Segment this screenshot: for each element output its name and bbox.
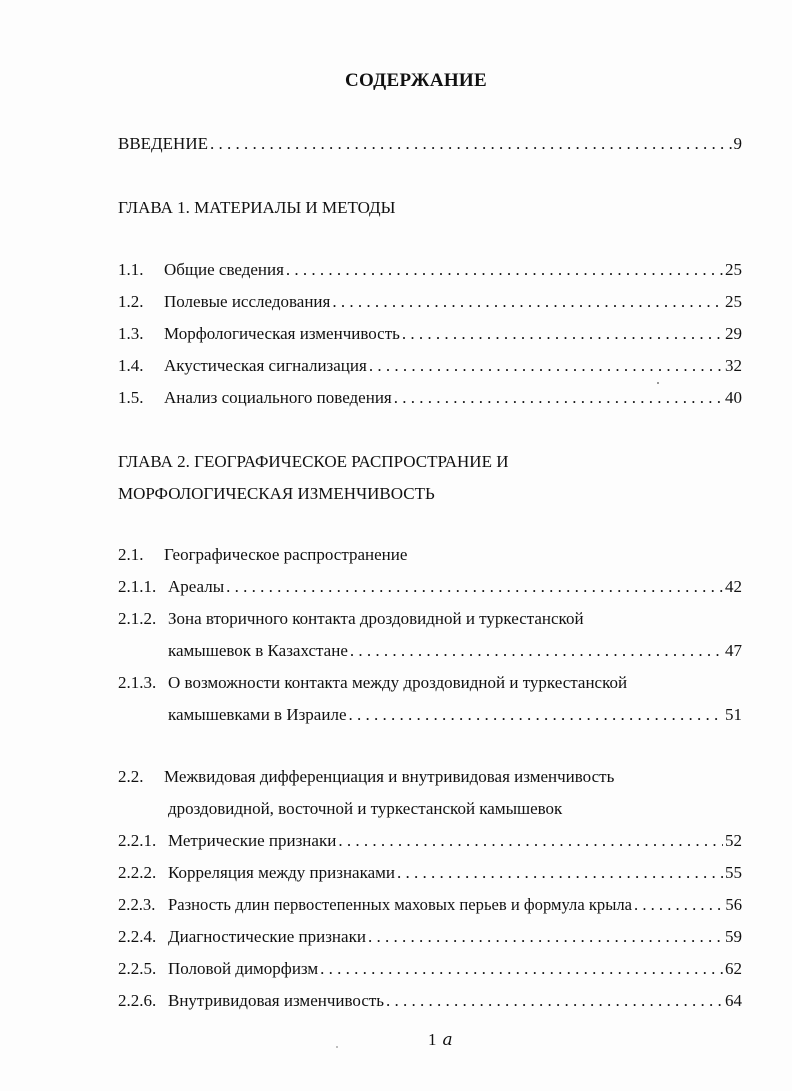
chapter-1-heading: ГЛАВА 1. МАТЕРИАЛЫ И МЕТОДЫ [118,198,396,217]
leader-dots [634,895,723,915]
toc-entry-number: 1.5. [118,388,144,407]
toc-section [118,545,742,569]
toc-entry-number: 2.1.3. [118,673,157,692]
toc-entry-number: 1.1. [118,260,144,279]
toc-entry-number: 2.2.1. [118,831,157,850]
toc-page-number: 40 [725,388,742,407]
toc-entry-text: Межвидовая дифференциация и внутривидовая изменчивость [164,767,615,786]
toc-entry-text: ВВЕДЕНИЕ [118,134,208,153]
toc-entry-text: камышевок в Казахстане [168,641,348,660]
toc-page-number: 52 [725,831,742,850]
leader-dots [338,831,723,851]
toc-entry [118,388,742,412]
leader-dots [286,260,723,280]
toc-entry-number: 2.1.1. [118,577,157,596]
toc-entry-number: 2.2.3. [118,895,156,914]
toc-entry [118,895,742,919]
toc-section-line-2 [168,799,742,823]
page-number: 1 [428,1030,437,1049]
chapter-2-heading-line-1: ГЛАВА 2. ГЕОГРАФИЧЕСКОЕ РАСПРОСТРАНИЕ И [118,452,509,471]
toc-entry [118,991,742,1015]
scan-speck [657,382,659,384]
toc-page-number: 42 [725,577,742,596]
toc-entry-text: камышевками в Израиле [168,705,347,724]
leader-dots [369,356,723,376]
toc-entry-text: Зона вторичного контакта дроздовидной и туркестанской [168,609,584,628]
toc-entry-number: 2.1.2. [118,609,157,628]
toc-page-number: 56 [725,895,742,914]
page-title: СОДЕРЖАНИЕ [345,70,487,91]
leader-dots [386,991,723,1011]
toc-entry-text: Внутривидовая изменчивость [168,991,385,1010]
chapter-2-heading-line-2: МОРФОЛОГИЧЕСКАЯ ИЗМЕНЧИВОСТЬ [118,484,435,503]
toc-entry [118,927,742,951]
handwritten-mark: a [442,1030,453,1050]
leader-dots [368,927,723,947]
leader-dots [350,641,723,661]
toc-page-number: 55 [725,863,742,882]
toc-entry-text: Географическое распространение [164,545,408,564]
toc-entry-text: Морфологическая изменчивость [164,324,400,343]
toc-entry [118,863,742,887]
toc-page-number: 59 [725,927,742,946]
toc-entry-text: Ареалы [168,577,225,596]
toc-entry-number: 2.2.6. [118,991,157,1010]
toc-page-number: 62 [725,959,742,978]
toc-entry-text: Диагностические признаки [168,927,366,946]
toc-entry [118,356,742,380]
toc-page-number: 9 [733,134,742,153]
toc-entry-text: Половой диморфизм [168,959,319,978]
page-footer [428,1030,453,1050]
leader-dots [210,134,732,154]
toc-entry-line-1 [118,673,742,697]
toc-entry-text: Разность длин первостепенных маховых перьев и формула крыла [168,895,633,914]
leader-dots [397,863,723,883]
leader-dots [394,388,723,408]
toc-entry-intro [118,134,742,158]
toc-entry [118,260,742,284]
toc-page-number: 25 [725,292,742,311]
toc-entry-number: 2.1. [118,545,144,564]
toc-entry-text: Полевые исследования [164,292,331,311]
toc-entry-text: Анализ социального поведения [164,388,392,407]
toc-entry-line-2 [168,705,742,729]
toc-page-number: 25 [725,260,742,279]
toc-entry-line-2 [168,641,742,665]
toc-page-number: 51 [725,705,742,724]
leader-dots [348,705,723,725]
toc-entry-number: 2.2.5. [118,959,157,978]
leader-dots [402,324,723,344]
leader-dots [226,577,723,597]
toc-entry-number: 1.3. [118,324,144,343]
toc-entry-number: 2.2.2. [118,863,157,882]
toc-page-number: 47 [725,641,742,660]
toc-entry-text: Общие сведения [164,260,284,279]
toc-entry [118,831,742,855]
toc-entry-number: 2.2. [118,767,144,786]
toc-entry-text: Корреляция между признаками [168,863,396,882]
toc-entry [118,324,742,348]
toc-section-line-1 [118,767,742,791]
toc-entry [118,292,742,316]
toc-page-number: 29 [725,324,742,343]
toc-entry-text: дроздовидной, восточной и туркестанской камышевок [168,799,563,818]
toc-page-number: 32 [725,356,742,375]
toc-entry-number: 1.4. [118,356,144,375]
scan-speck [336,1046,338,1048]
leader-dots [332,292,723,312]
toc-entry-number: 1.2. [118,292,144,311]
toc-entry-text: О возможности контакта между дроздовидной и туркестанской [168,673,628,692]
leader-dots [320,959,723,979]
toc-entry [118,577,742,601]
toc-entry-text: Метрические признаки [168,831,337,850]
toc-page-number: 64 [725,991,742,1010]
toc-entry [118,959,742,983]
toc-entry-number: 2.2.4. [118,927,157,946]
toc-entry-text: Акустическая сигнализация [164,356,367,375]
toc-entry-line-1 [118,609,742,633]
